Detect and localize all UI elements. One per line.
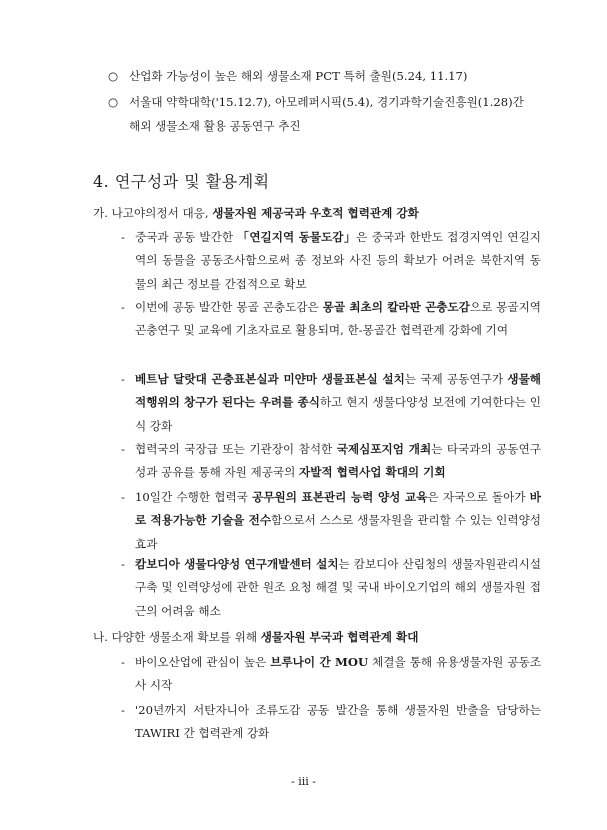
dash-bullet: -	[121, 372, 125, 386]
page-number: - iii -	[291, 775, 316, 788]
list-item	[121, 651, 541, 698]
dash-bullet: -	[121, 490, 125, 504]
dash-bullet: -	[121, 300, 125, 314]
list-item	[121, 699, 541, 746]
item-text: 은 자국으로 돌아가	[427, 490, 530, 504]
dash-bullet: -	[121, 703, 125, 717]
bullet-item-joint-research	[108, 90, 548, 138]
item-text: 은 중국과 한반도 접경지역인 연길지역의 동물을 공동조사함으로써 종 정보와 사진 등의 확보가 어려운 북한지역 동물의 최근 정보를 간접적으로 확보	[135, 230, 541, 291]
item-text-bold: 자발적 협력사업 확대의 기회	[299, 465, 446, 480]
list-item	[121, 486, 541, 556]
list-item	[121, 368, 541, 438]
item-text: 는 국제 공동연구가	[404, 372, 508, 386]
item-text: 이번에 공동 발간한 몽골 곤충도감은	[135, 300, 323, 314]
item-text-bold: 베트남 달랏대 곤충표본실과 미얀마 생물표본실 설치	[135, 372, 405, 386]
item-text-bold: 공무원의 표본관리 능력 양성 교육	[252, 490, 428, 504]
item-text-bold: 국제심포지엄 개최	[336, 442, 432, 456]
subsection-b-prefix: 나. 다양한 생물소재 확보를 위해	[93, 630, 261, 644]
item-text: '20년까지 서탄자니아 조류도감 공동 발간을 통해 생물자원 반출을 담당하는 TAWIRI 간 협력관계 강화	[135, 703, 541, 741]
dash-bullet: -	[121, 655, 125, 669]
list-item	[121, 226, 541, 296]
subsection-a-bold: 생물자원 제공국과 우호적 협력관계 강화	[212, 206, 419, 220]
bullet-text: 산업화 가능성이 높은 해외 생물소재 PCT 특허 출원(5.24, 11.17)	[129, 69, 468, 83]
bullet-text-line1: 서울대 약학대학('15.12.7), 아모레퍼시픽(5.4), 경기과학기술진흥원(1.28)간	[129, 95, 524, 109]
item-text-bold: 생물해적행위의 창구가 된다는 우려를 종식	[135, 372, 541, 410]
subsection-a-title	[93, 201, 553, 225]
circle-bullet-icon: ○	[108, 69, 119, 83]
item-text: 는 캄보디아 산림청의 생물자원관리시설 구축 및 인력양성에 관한 원조 요청 해결 및 국내 바이오기업의 해외 생물자원 접근의 어려움 해소	[135, 557, 541, 618]
item-text-bold: 캄보디아 생물다양성 연구개발센터 설치	[135, 557, 339, 571]
bullet-text-line2: 해외 생물소재 활용 공동연구 추진	[129, 119, 301, 133]
item-text: 10일간 수행한 협력국	[135, 490, 253, 504]
section-heading: 4. 연구성과 및 활용계획	[93, 172, 270, 191]
item-text: 함으로서 스스로 생물자원을 관리할 수 있는 인력양성 효과	[135, 513, 541, 551]
subsection-b-title	[93, 625, 553, 649]
list-item	[121, 438, 541, 485]
item-text: 는 타국과의 공동연구 성과 공유를 통해 자원 제공국의	[135, 442, 542, 480]
item-text-bold: 몽골 최초의 칼라판 곤충도감	[322, 300, 470, 314]
item-text-bold: 「연길지역 동물도감」	[237, 230, 357, 244]
subsection-b-bold: 생물자원 부국과 협력관계 확대	[260, 630, 419, 644]
item-text-bold: 바로 적용가능한 기술을 전수	[135, 490, 541, 528]
dash-bullet: -	[121, 557, 125, 571]
circle-bullet-icon: ○	[108, 95, 119, 109]
item-text-bold: 브루나이 간 MOU	[270, 655, 369, 669]
item-text: 으로 몽골지역 곤충연구 및 교육에 기초자료로 활용되며, 한-몽골간 협력관계 강화에 기여	[135, 300, 541, 338]
dash-bullet: -	[121, 442, 125, 456]
item-text: 중국과 공동 발간한	[135, 230, 238, 244]
item-text: 바이오산업에 관심이 높은	[135, 655, 271, 669]
item-text: 협력국의 국장급 또는 기관장이 참석한	[135, 442, 337, 456]
bullet-item-pct-patent	[108, 64, 548, 88]
subsection-a-prefix: 가. 나고야의정서 대응,	[93, 206, 213, 220]
item-text: 체결을 통해 유용생물자원 공동조사 시작	[135, 655, 541, 693]
item-text: 하고 현지 생물다양성 보전에 기여한다는 인식 강화	[135, 395, 541, 433]
list-item	[121, 296, 541, 343]
list-item	[121, 553, 541, 623]
dash-bullet: -	[121, 230, 125, 244]
